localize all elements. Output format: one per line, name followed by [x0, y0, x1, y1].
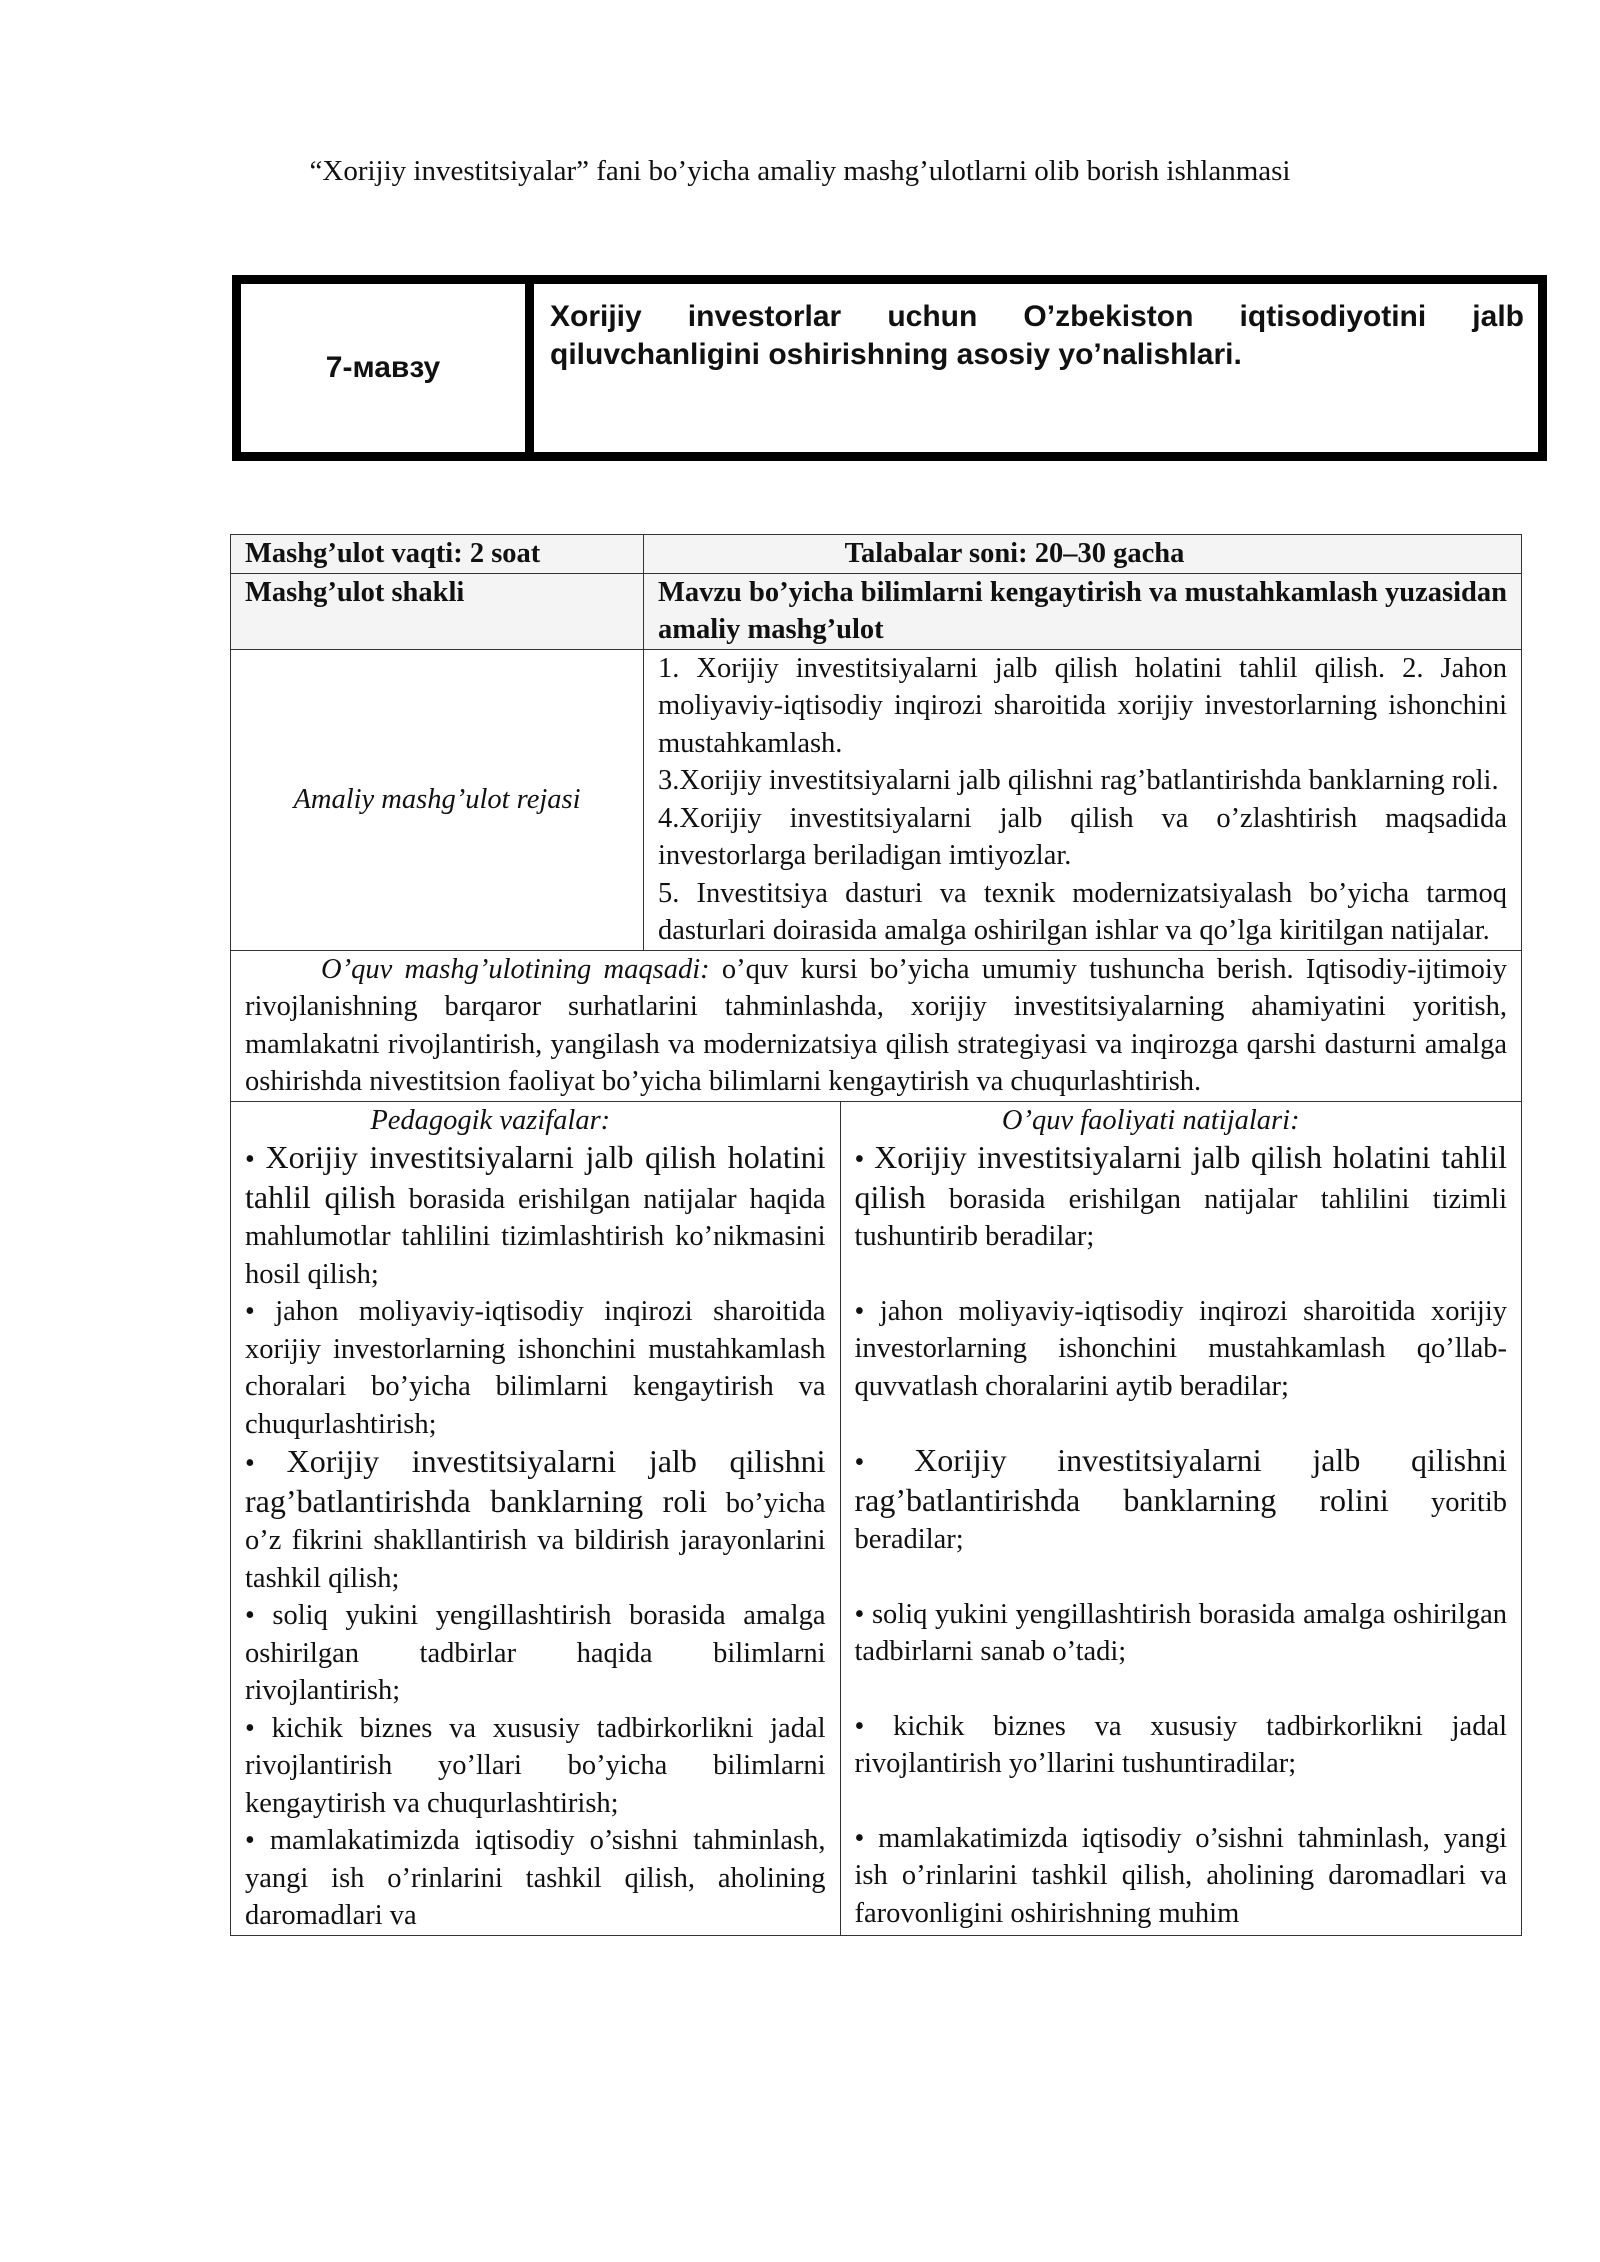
time-row	[231, 535, 1522, 574]
tasks-header: Pedagogik vazifalar:	[370, 1104, 611, 1136]
topic-box	[232, 275, 1547, 461]
task-item	[245, 1822, 826, 1935]
result-emphasis: Xorijiy investitsiyalarni jalb qilishni rag’batlantirishda banklarning rolini	[854, 1442, 1508, 1518]
tasks-results-row	[231, 1101, 1522, 1935]
task-emphasis: Xorijiy investitsiyalarni jalb qilish holatini tahlil qilish	[245, 1139, 826, 1215]
students-count: Talabalar soni: 20–30 gacha	[644, 535, 1522, 574]
result-text: borasida erishilgan natijalar tahlilini tizimli tushuntirib beradilar;	[854, 1183, 1507, 1252]
result-item	[855, 1596, 1508, 1671]
result-text: yoritib beradilar;	[854, 1486, 1507, 1555]
lesson-table	[230, 534, 1522, 1936]
task-item	[245, 1293, 826, 1443]
bullet-icon: •	[854, 1144, 865, 1175]
document-title: “Xorijiy investitsiyalar” fani bo’yicha amaliy mashg’ulotlarni olib borish ishlanmasi	[309, 155, 1291, 187]
task-text: mamlakatimizda iqtisodiy o’sishni tahminlash, yangi ish o’rinlarini tashkil qilish, aholining daromadlari va	[245, 1825, 826, 1931]
plan-item: 5. Investitsiya dasturi va texnik modernizatsiyalash bo’yicha tarmoq dasturlari doirasida amalga oshirilgan ishlar va qo’lga kiritilgan natijalar.	[658, 877, 1507, 946]
bullet-icon: •	[245, 1144, 255, 1175]
goal-label: O’quv mashg’ulotining maqsadi:	[321, 953, 710, 985]
bullet-icon: •	[245, 1825, 255, 1856]
plan-item: 4.Xorijiy investitsiyalarni jalb qilish va o’zlashtirish maqsadida investorlarga beriladigan imtiyozlar.	[658, 802, 1507, 871]
plan-list	[644, 649, 1522, 950]
plan-row	[231, 649, 1522, 950]
goal-row	[231, 950, 1522, 1101]
task-item	[245, 1710, 826, 1823]
plan-item: 1. Xorijiy investitsiyalarni jalb qilish holatini tahlil qilish. 2. Jahon moliyaviy-iqtisodiy inqirozi sharoitida xorijiy investorlarning ishonchini mustahkamlash.	[658, 652, 1507, 759]
result-item	[855, 1293, 1508, 1406]
lesson-form-label: Mashg’ulot shakli	[231, 573, 644, 649]
result-item	[855, 1820, 1508, 1933]
task-text: kichik biznes va xususiy tadbirkorlikni jadal rivojlantirish yo’llari bo’yicha bilimlarni kengaytirish va chuqurlashtirish;	[245, 1712, 826, 1819]
task-text: jahon moliyaviy-iqtisodiy inqirozi sharoitida xorijiy investorlarning ishonchini mustahkamlash choralari bo’yicha bilimlarni kengaytirish va chuqurlashtirish;	[245, 1296, 826, 1440]
result-text: kichik biznes va xususiy tadbirkorlikni jadal rivojlantirish yo’llarini tushuntiradilar;	[854, 1710, 1508, 1779]
result-text: soliq yukini yengillashtirish borasida amalga oshirilgan tadbirlarni sanab o’tadi;	[854, 1598, 1508, 1667]
bullet-icon: •	[854, 1447, 865, 1478]
bullet-icon: •	[245, 1448, 255, 1479]
result-text: jahon moliyaviy-iqtisodiy inqirozi sharoitida xorijiy investorlarning ishonchini mustahkamlash qo’llab-quvvatlash choralarini aytib beradilar;	[854, 1295, 1508, 1402]
form-row	[231, 573, 1522, 649]
bullet-icon: •	[245, 1600, 255, 1631]
results-header: O’quv faoliyati natijalari:	[1001, 1104, 1300, 1136]
task-text: soliq yukini yengillashtirish borasida amalga oshirilgan tadbirlar haqida bilimlarni rivojlantirish;	[245, 1600, 826, 1706]
bullet-icon: •	[854, 1598, 865, 1630]
plan-item: 3.Xorijiy investitsiyalarni jalb qilishni rag’batlantirishda banklarning roli.	[658, 765, 1499, 796]
task-item	[245, 1139, 826, 1293]
bullet-icon: •	[854, 1822, 865, 1854]
lesson-form-value: Mavzu bo’yicha bilimlarni kengaytirish va mustahkamlash yuzasidan amaliy mashg’ulot	[644, 573, 1522, 649]
bullet-icon: •	[245, 1712, 255, 1744]
tasks-results-table	[231, 1102, 1521, 1935]
goal-cell	[231, 950, 1522, 1101]
result-item	[855, 1708, 1508, 1783]
pedagogical-tasks-column	[231, 1102, 840, 1935]
task-item	[245, 1597, 826, 1710]
result-emphasis: Xorijiy investitsiyalarni jalb qilish holatini tahlil qilish	[854, 1139, 1508, 1215]
task-text: borasida erishilgan natijalar haqida mahlumotlar tahlilini tizimlashtirish ko’nikmasini hosil qilish;	[245, 1183, 826, 1290]
bullet-icon: •	[854, 1295, 865, 1327]
bullet-icon: •	[854, 1710, 865, 1742]
topic-number: 7-мавзу	[241, 284, 534, 452]
task-item	[245, 1443, 826, 1597]
result-item	[855, 1442, 1508, 1559]
topic-title: Xorijiy investorlar uchun O’zbekiston iqtisodiyotini jalb qiluvchanligini oshirishning asosiy yo’nalishlari.	[550, 300, 1524, 371]
learning-results-column	[840, 1102, 1521, 1935]
plan-label: Amaliy mashg’ulot rejasi	[231, 649, 644, 950]
goal-text: o’quv kursi bo’yicha umumiy tushuncha berish. Iqtisodiy-ijtimoiy rivojlanishning barqaror surhatlarini tahminlashda, xorijiy investitsiyalarning ahamiyatini yoritish, mamlakatni rivojlantirish, yangilash va modernizatsiya qilish strategiyasi va inqirozga qarshi dasturni amalga oshirishda nivestitsion faoliyat bo’yicha bilimlarni kengaytirish va chuqurlashtirish.	[245, 953, 1508, 1097]
bullet-icon: •	[245, 1296, 255, 1327]
task-text: bo’yicha o’z fikrini shakllantirish va bildirish jarayonlarini tashkil qilish;	[245, 1487, 826, 1594]
result-text: mamlakatimizda iqtisodiy o’sishni tahminlash, yangi ish o’rinlarini tashkil qilish, aholining daromadlari va farovonligini oshirishning muhim	[854, 1822, 1507, 1929]
lesson-time: Mashg’ulot vaqti: 2 soat	[231, 535, 644, 574]
tasks-results-cell	[231, 1101, 1522, 1935]
task-emphasis: Xorijiy investitsiyalarni jalb qilishni rag’batlantirishda banklarning roli	[245, 1443, 826, 1519]
result-item	[855, 1139, 1508, 1256]
